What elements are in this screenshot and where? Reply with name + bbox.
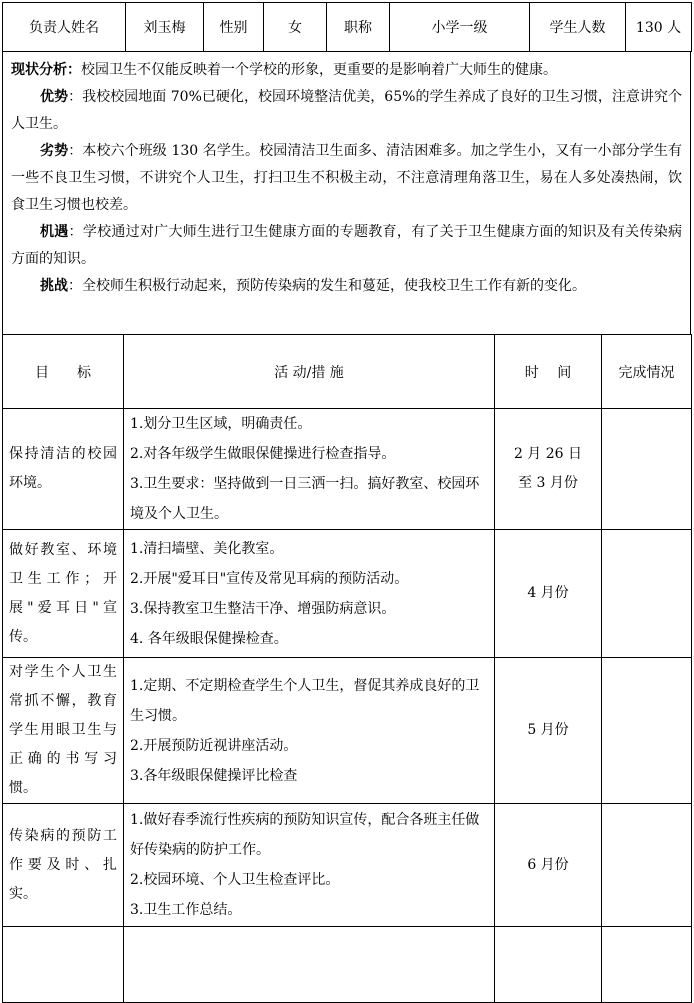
status-cell [602, 658, 692, 804]
name-label: 负责人姓名 [3, 3, 126, 52]
name-value: 刘玉梅 [126, 3, 204, 52]
status-label: 现状分析： [11, 62, 81, 78]
table-row [3, 409, 692, 530]
opportunity-paragraph [11, 219, 682, 273]
goal-cell: 传染病的预防工作要及时、扎实。 [3, 804, 124, 927]
opportunity-label: 机遇 [40, 224, 69, 240]
activity-item: 2.开展预防近视讲座活动。 [130, 737, 298, 754]
students-label: 学生人数 [530, 3, 626, 52]
challenge-paragraph [11, 273, 682, 300]
time-line: 至 3 月份 [518, 475, 578, 491]
strength-label: 优势 [40, 89, 69, 105]
header-table [2, 2, 692, 52]
status-cell [602, 530, 692, 658]
activities-cell [124, 530, 495, 658]
col-status-header: 完成情况 [602, 335, 692, 409]
col-goal-header: 目 标 [3, 335, 124, 409]
time-cell: 4 月份 [495, 530, 602, 658]
opportunity-text: ：学校通过对广大师生进行卫生健康方面的专题教育，有了关于卫生健康方面的知识及有关传染病方面的知识。 [11, 224, 682, 267]
activity-item: 3.各年级眼保健操评比检查 [130, 767, 298, 784]
activity-item: 3.保持教室卫生整洁干净、增强防病意识。 [130, 600, 396, 617]
activity-item: 3.卫生工作总结。 [130, 902, 242, 918]
strength-text: ：我校校园地面 70%已硬化，校园环境整洁优美，65%的学生养成了良好的卫生习惯，注意讲究个人卫生。 [11, 89, 682, 132]
time-cell: 5 月份 [495, 658, 602, 804]
col-time-header: 时 间 [495, 335, 602, 409]
activity-item: 1.清扫墙壁、美化教室。 [130, 540, 284, 557]
status-text: 校园卫生不仅能反映着一个学校的形象，更重要的是影响着广大师生的健康。 [81, 62, 557, 78]
table-row [3, 530, 692, 658]
strength-paragraph [11, 84, 682, 138]
activities-cell [124, 658, 495, 804]
time-cell: 6 月份 [495, 804, 602, 927]
gender-label: 性别 [204, 3, 264, 52]
activity-item: 4. 各年级眼保健操检查。 [130, 630, 288, 647]
activity-item: 1.定期、不定期检查学生个人卫生，督促其养成良好的卫生习惯。 [130, 677, 480, 724]
table-row [3, 658, 692, 804]
activity-item: 1.做好春季流行性疾病的预防知识宣传，配合各班主任做好传染病的防护工作。 [130, 812, 480, 858]
situation-analysis [2, 52, 691, 334]
students-value: 130 人 [626, 3, 692, 52]
status-cell [602, 409, 692, 530]
status-cell [602, 804, 692, 927]
title-label: 职称 [327, 3, 390, 52]
table-header-row [3, 335, 692, 409]
weakness-paragraph [11, 138, 682, 219]
activity-item: 2.校园环境、个人卫生检查评比。 [130, 872, 340, 888]
title-value: 小学一级 [390, 3, 530, 52]
activities-cell [124, 409, 495, 530]
col-activity-header: 活 动/措 施 [124, 335, 495, 409]
challenge-text: ：全校师生积极行动起来，预防传染病的发生和蔓延，使我校卫生工作有新的变化。 [68, 278, 586, 294]
goal-cell: 做好教室、环境卫生工作；开展"爱耳日"宣传。 [3, 530, 124, 658]
time-cell [495, 927, 602, 1003]
goal-cell: 保持清洁的校园环境。 [3, 409, 124, 530]
time-line: 2 月 26 日 [513, 446, 583, 462]
goal-cell [3, 927, 124, 1003]
status-cell [602, 927, 692, 1003]
status-paragraph [11, 57, 682, 84]
time-cell [495, 409, 602, 530]
challenge-label: 挑战 [40, 278, 68, 294]
table-row-empty [3, 927, 692, 1003]
gender-value: 女 [264, 3, 327, 52]
activity-item: 1.划分卫生区域，明确责任。 [130, 416, 312, 432]
table-row [3, 804, 692, 927]
weakness-label: 劣势 [40, 143, 69, 159]
plan-table [2, 334, 692, 1003]
activities-cell [124, 927, 495, 1003]
activity-item: 3.卫生要求：坚持做到一日三洒一扫。搞好教室、校园环境及个人卫生。 [130, 476, 480, 522]
activity-item: 2.对各年级学生做眼保健操进行检查指导。 [130, 446, 396, 462]
activity-item: 2.开展"爱耳日"宣传及常见耳病的预防活动。 [130, 570, 409, 587]
goal-cell: 对学生个人卫生常抓不懈，教育学生用眼卫生与正确的书写习惯。 [3, 658, 124, 804]
weakness-text: ：本校六个班级 130 名学生。校园清洁卫生面多、清洁困难多。加之学生小，又有一小部分学生有一些不良卫生习惯，不讲究个人卫生，打扫卫生不积极主动，不注意清理角落卫生，易在人多处凑热闹，饮食卫生习惯也校差。 [11, 143, 682, 213]
activities-cell [124, 804, 495, 927]
